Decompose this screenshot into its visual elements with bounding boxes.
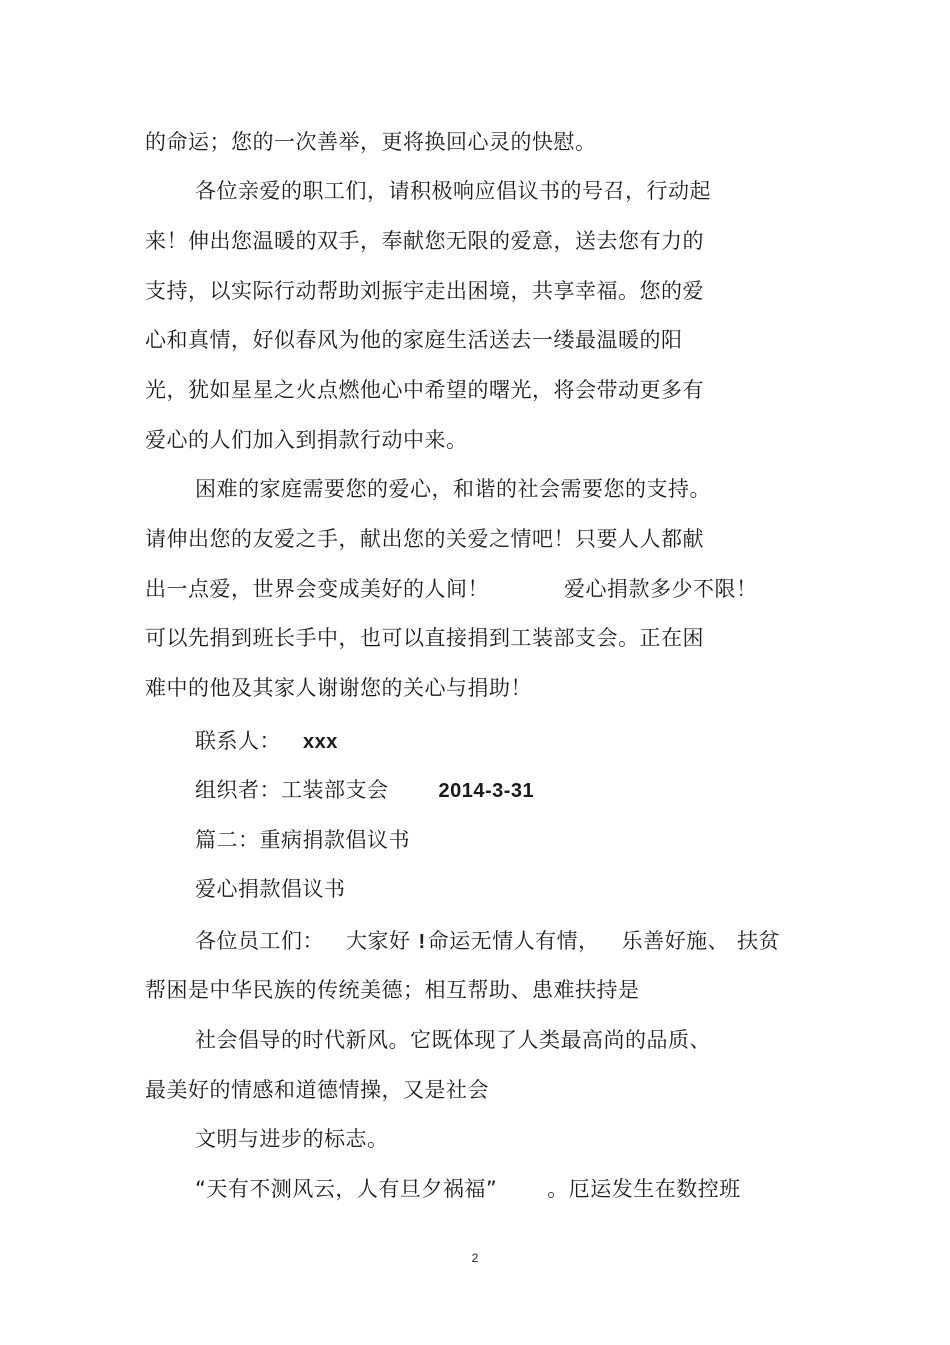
text-run: 爱心捐款倡议书 xyxy=(195,877,346,901)
text-run: 爱心的人们加入到捐款行动中来。 xyxy=(145,428,468,452)
text-run: 。厄运发生在数控班 xyxy=(547,1177,741,1201)
text-run: 各位员工们： xyxy=(195,929,324,953)
text-run: 各位亲爱的职工们，请积极响应倡议书的号召，行动起 xyxy=(195,179,711,203)
paragraph-line xyxy=(195,474,711,504)
paragraph-line xyxy=(145,127,597,157)
text-run: 最美好的情感和道德情操，又是社会 xyxy=(145,1078,489,1102)
document-title xyxy=(195,874,346,904)
contact-value: xxx xyxy=(303,731,338,753)
text-run: 乐善好施、 xyxy=(621,929,730,953)
date: 2014-3-31 xyxy=(438,780,535,802)
text-run: 爱心捐款多少不限！ xyxy=(564,577,758,601)
text-run: 可以先捐到班长手中，也可以直接捐到工装部支会。正在困 xyxy=(145,626,704,650)
paragraph-line xyxy=(145,1075,489,1105)
paragraph-line xyxy=(195,176,711,206)
paragraph-line xyxy=(145,524,704,554)
contact-label: 联系人： xyxy=(195,729,281,753)
text-run: 光，犹如星星之火点燃他心中希望的曙光，将会带动更多有 xyxy=(145,378,704,402)
paragraph-line xyxy=(145,325,683,355)
text-run: 请伸出您的友爱之手，献出您的关爱之情吧！只要人人都献 xyxy=(145,527,704,551)
text-run: 文明与进步的标志。 xyxy=(195,1127,389,1151)
paragraph-line xyxy=(145,425,468,455)
text-run: 扶贫 xyxy=(737,929,781,953)
text-run: 支持，以实际行动帮助刘振宇走出困境，共享幸福。您的爱 xyxy=(145,279,704,303)
paragraph-line xyxy=(145,673,532,703)
text-run: 困难的家庭需要您的爱心，和谐的社会需要您的支持。 xyxy=(195,477,711,501)
paragraph-line xyxy=(145,574,758,604)
section-title xyxy=(195,825,410,855)
page-number: 2 xyxy=(471,1251,479,1265)
paragraph-line xyxy=(145,623,704,653)
text-run: 的命运；您的一次善举，更将换回心灵的快慰。 xyxy=(145,130,597,154)
organizer-line xyxy=(195,775,534,805)
text-run: 帮困是中华民族的传统美德；相互帮助、患难扶持是 xyxy=(145,978,640,1002)
organizer-label: 组织者：工装部支会 xyxy=(195,778,389,802)
paragraph-line xyxy=(145,276,704,306)
text-run: 来！伸出您温暖的双手，奉献您无限的爱意，送去您有力的 xyxy=(145,229,704,253)
paragraph-line xyxy=(195,1124,389,1154)
text-run: 难中的他及其家人谢谢您的关心与捐助！ xyxy=(145,676,532,700)
paragraph-line xyxy=(195,1174,741,1204)
contact-line xyxy=(195,726,338,756)
paragraph-line xyxy=(145,375,704,405)
text-run: 出一点爱，世界会变成美好的人间！ xyxy=(145,577,489,601)
paragraph-line xyxy=(195,926,780,956)
paragraph-line xyxy=(195,1025,711,1055)
text-run: “天有不测风云，人有旦夕祸福” xyxy=(195,1177,498,1201)
text-run: 社会倡导的时代新风。它既体现了人类最高尚的品质、 xyxy=(195,1028,711,1052)
paragraph-line xyxy=(145,975,640,1005)
text-run: 心和真情，好似春风为他的家庭生活送去一缕最温暖的阳 xyxy=(145,328,683,352)
text-run: 大家好 xyxy=(346,929,411,953)
paragraph-line xyxy=(145,226,704,256)
text-run: 命运无情人有情， xyxy=(427,929,600,953)
text-run: 篇二：重病捐款倡议书 xyxy=(195,828,410,852)
text-run: ! xyxy=(418,931,426,953)
